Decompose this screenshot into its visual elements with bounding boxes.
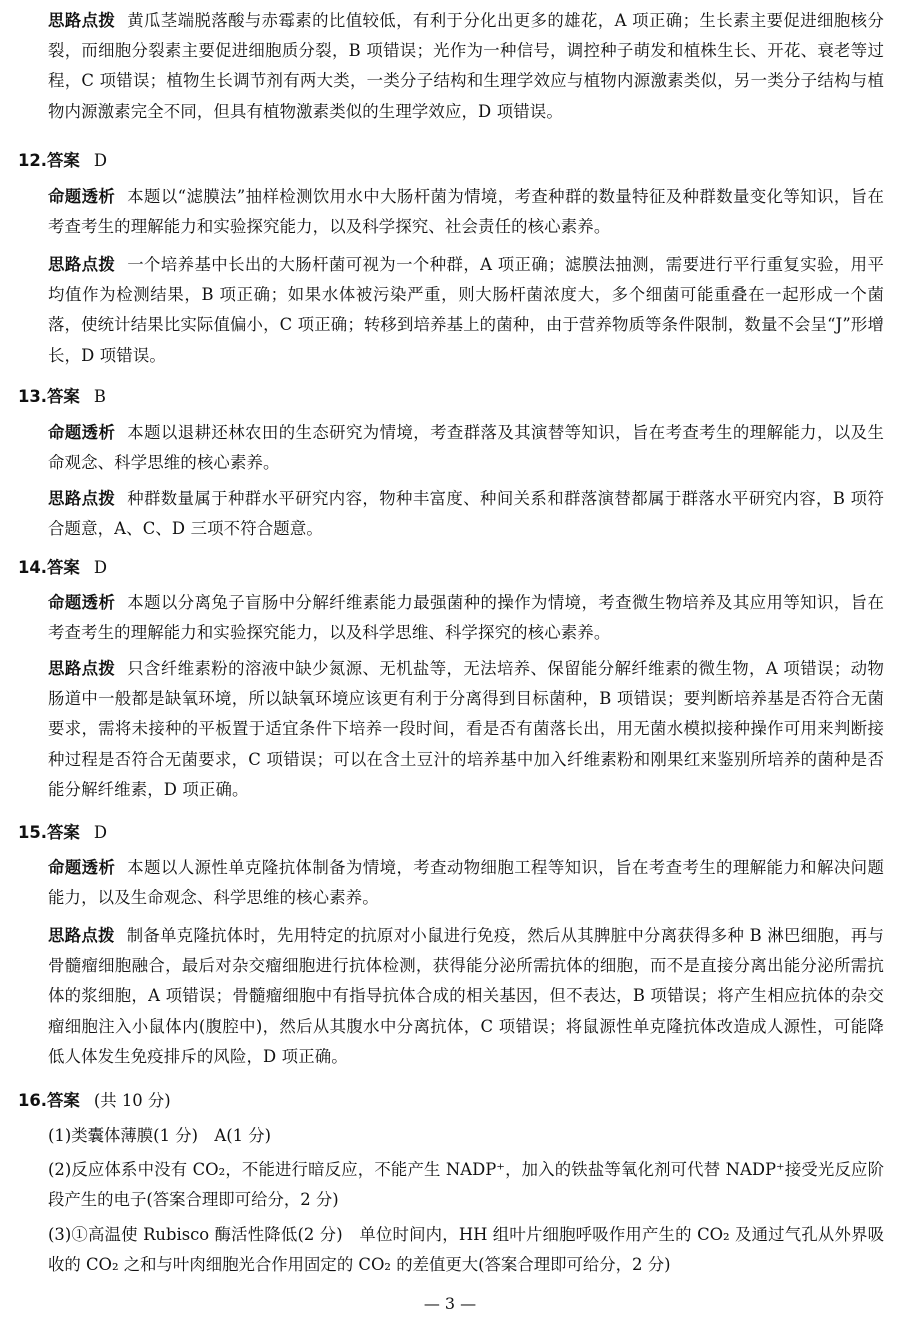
- silu-label: 思路点拨: [48, 11, 116, 30]
- silu-label: 思路点拨: [48, 489, 116, 508]
- mtts-label: 命题透析: [48, 593, 116, 612]
- silu-text: 黄瓜茎端脱落酸与赤霉素的比值较低，有利于分化出更多的雄花，A 项正确；生长素主要促进细胞核分裂，而细胞分裂素主要促进细胞质分裂，B 项错误；光作为一种信号，调控种子萌发和植株生长、开花、衰老等过程，C 项错误；植物生长调节剂有两大类，一类分子结构和生理学效应与植物内源激素类似，另一类分子结构与植物内源激素完全不同，但具有植物激素类似的生理学效应，D 项错误。: [48, 11, 884, 121]
- answer-label: 答案: [47, 151, 80, 170]
- silu-paragraph-12: [48, 250, 884, 371]
- answer-16-part-2: (2)反应体系中没有 CO₂，不能进行暗反应，不能产生 NADP⁺，加入的铁盐等氧化剂可代替 NADP⁺接受光反应阶段产生的电子(答案合理即可给分，2 分): [48, 1160, 884, 1210]
- silu-label: 思路点拨: [48, 255, 116, 274]
- mtts-text: 本题以“滤膜法”抽样检测饮用水中大肠杆菌为情境，考查种群的数量特征及种群数量变化等知识，旨在考查考生的理解能力和实验探究能力，以及科学探究、社会责任的核心素养。: [48, 187, 885, 237]
- mtts-paragraph-14: [48, 588, 884, 648]
- silu-text: 种群数量属于种群水平研究内容，物种丰富度、种间关系和群落演替都属于群落水平研究内容，B 项符合题意，A、C、D 三项不符合题意。: [48, 489, 884, 539]
- mtts-text: 本题以退耕还林农田的生态研究为情境，考查群落及其演替等知识，旨在考查考生的理解能力，以及生命观念、科学思维的核心素养。: [48, 423, 884, 473]
- silu-paragraph-14: [48, 654, 884, 805]
- question-number: 14.: [18, 558, 48, 577]
- answer-value: (共 10 分): [93, 1091, 171, 1110]
- answer-line-13: [18, 382, 878, 412]
- answer-16-part-3: (3)①高温使 Rubisco 酶活性降低(2 分) 单位时间内，HH 组叶片细胞呼吸作用产生的 CO₂ 及通过气孔从外界吸收的 CO₂ 之和与叶肉细胞光合作用固定的 CO₂ 的差值更大(答案合理即可给分，2 分): [48, 1225, 884, 1275]
- mtts-text: 本题以人源性单克隆抗体制备为情境，考查动物细胞工程等知识，旨在考查考生的理解能力和解决问题能力，以及生命观念、科学思维的核心素养。: [48, 858, 884, 908]
- answer-line-14: [18, 553, 878, 583]
- silu-text: 一个培养基中长出的大肠杆菌可视为一个种群，A 项正确；滤膜法抽测，需要进行平行重复实验，用平均值作为检测结果，B 项正确；如果水体被污染严重，则大肠杆菌浓度大，多个细菌可能重叠在一起形成一个菌落，使统计结果比实际值偏小，C 项正确；转移到培养基上的菌种，由于营养物质等条件限制，数量不会呈“J”形增长，D 项错误。: [48, 255, 884, 365]
- answer-value: D: [93, 151, 107, 170]
- silu-text: 制备单克隆抗体时，先用特定的抗原对小鼠进行免疫，然后从其脾脏中分离获得多种 B 淋巴细胞，再与骨髓瘤细胞融合，最后对杂交瘤细胞进行抗体检测，获得能分泌所需抗体的细胞，而不是直接分离出能分泌所需抗体的浆细胞，A 项错误；骨髓瘤细胞中有指导抗体合成的相关基因，但不表达，B 项错误；将产生相应抗体的杂交瘤细胞注入小鼠体内(腹腔中)，然后从其腹水中分离抗体，C 项错误；将鼠源性单克隆抗体改造成人源性，可能降低人体发生免疫排斥的风险，D 项正确。: [48, 926, 884, 1066]
- answer-label: 答案: [47, 558, 80, 577]
- mtts-paragraph-12: [48, 182, 884, 242]
- answer-label: 答案: [47, 387, 80, 406]
- mtts-paragraph-13: [48, 418, 884, 478]
- answer-value: D: [93, 823, 107, 842]
- answer-line-16: [18, 1086, 878, 1116]
- mtts-label: 命题透析: [48, 858, 116, 877]
- mtts-label: 命题透析: [48, 423, 116, 442]
- answer-label: 答案: [47, 1091, 80, 1110]
- mtts-label: 命题透析: [48, 187, 116, 206]
- silu-text: 只含纤维素粉的溶液中缺少氮源、无机盐等，无法培养、保留能分解纤维素的微生物，A 项错误；动物肠道中一般都是缺氧环境，所以缺氧环境应该更有利于分离得到目标菌种，B 项错误；要判断培养基是否符合无菌要求，需将未接种的平板置于适宜条件下培养一段时间，看是否有菌落长出，用无菌水模拟接种操作可用来判断接种过程是否符合无菌要求，C 项错误；可以在含土豆汁的培养基中加入纤维素粉和刚果红来鉴别所培养的菌种是否能分解纤维素，D 项正确。: [48, 659, 884, 799]
- mtts-text: 本题以分离兔子盲肠中分解纤维素能力最强菌种的操作为情境，考查微生物培养及其应用等知识，旨在考查考生的理解能力和实验探究能力，以及科学思维、科学探究的核心素养。: [48, 593, 884, 643]
- answer-value: B: [93, 387, 106, 406]
- answer-line-12: [18, 146, 878, 176]
- question-number: 12.: [18, 151, 48, 170]
- silu-paragraph-15: [48, 921, 884, 1072]
- answer-value: D: [93, 558, 107, 577]
- answer-16-part-1: (1)类囊体薄膜(1 分) A(1 分): [48, 1126, 272, 1145]
- mtts-paragraph-15: [48, 853, 884, 913]
- question-number: 15.: [18, 823, 48, 842]
- silu-paragraph-11: [48, 6, 884, 127]
- question-number: 13.: [18, 387, 48, 406]
- question-number: 16.: [18, 1091, 48, 1110]
- silu-label: 思路点拨: [48, 659, 116, 678]
- answer-line-15: [18, 818, 878, 848]
- silu-paragraph-13: [48, 484, 884, 544]
- page-number: — 3 —: [423, 1294, 477, 1313]
- silu-label: 思路点拨: [48, 926, 115, 945]
- answer-label: 答案: [47, 823, 80, 842]
